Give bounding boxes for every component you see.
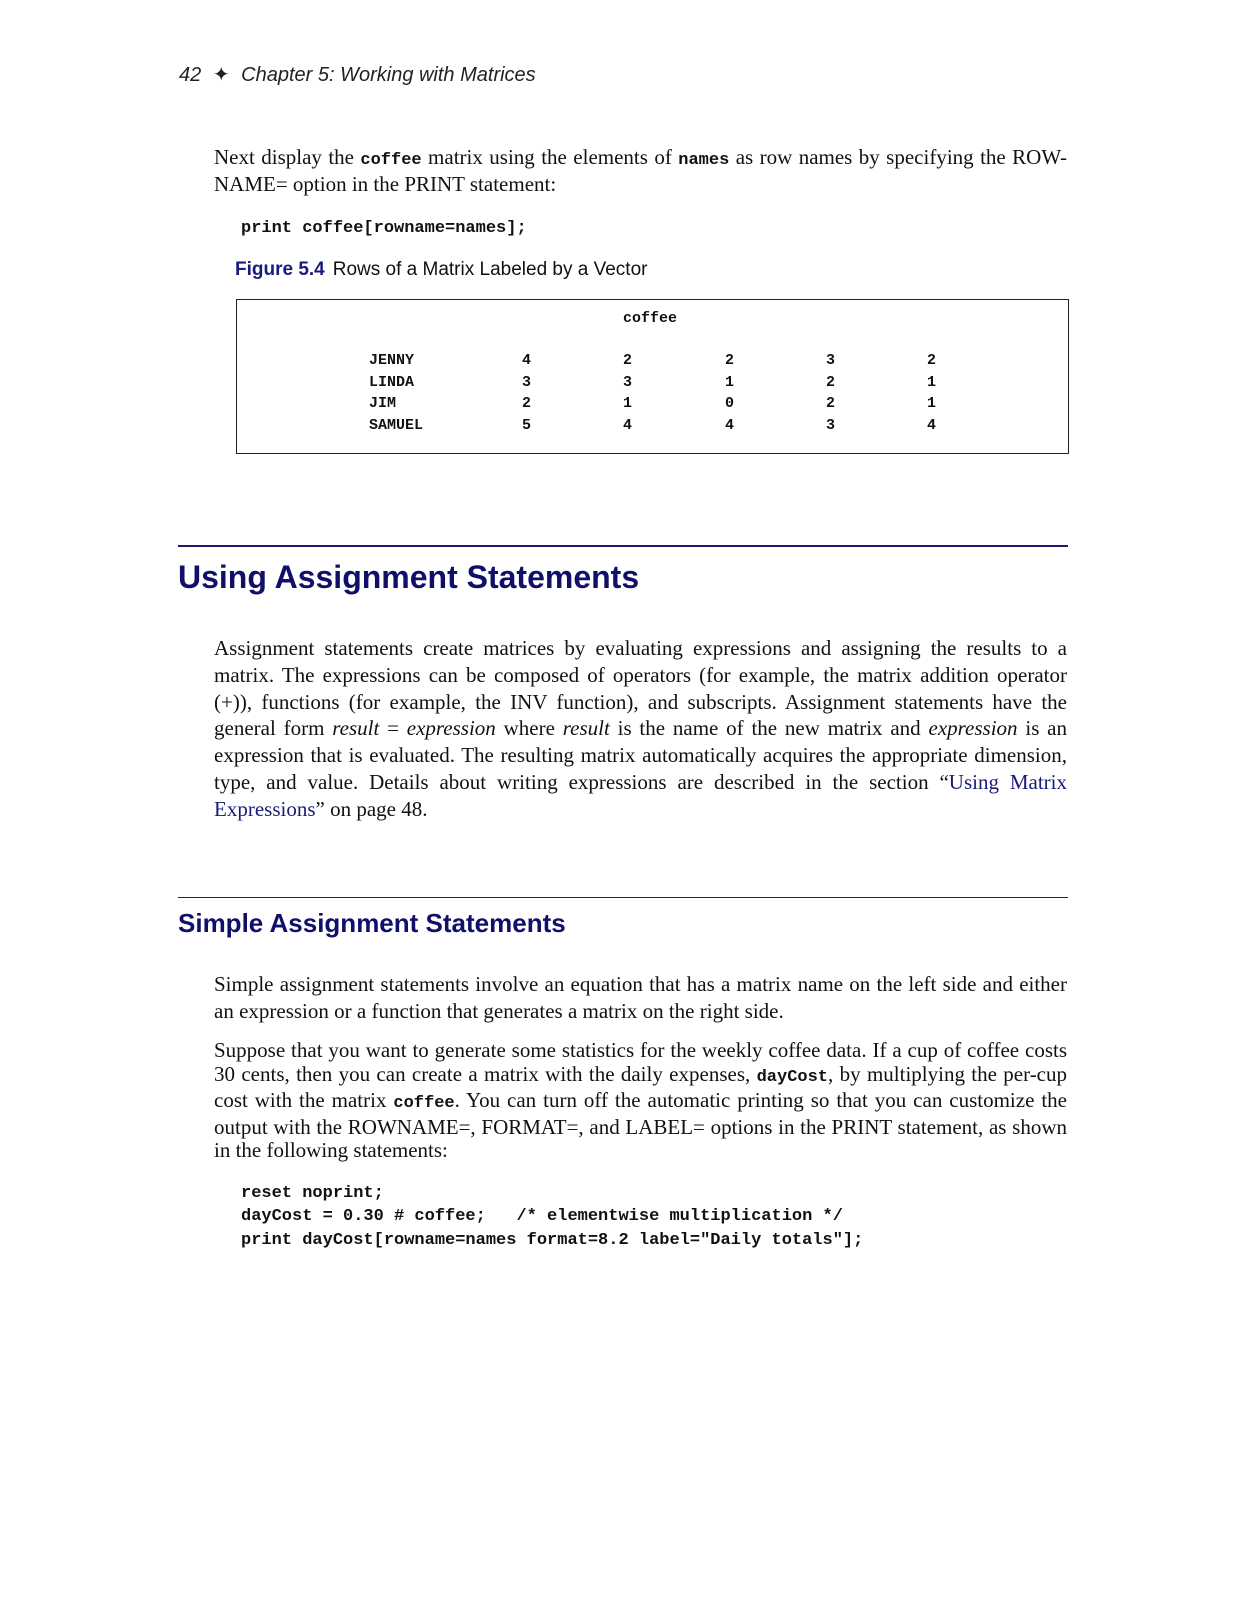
text-run: ” on page 48. xyxy=(315,796,428,821)
text-run: Assignment statements create matrices by evaluating expressions and assigning the results to a matrix. The expressions can be composed of operators (for example, the matrix addition operator (+)), functions (for example, the INV function), and subscripts. Assignment statements have the general form xyxy=(214,636,1067,741)
matrix-title: coffee xyxy=(623,310,678,327)
italic-run: result xyxy=(332,716,380,741)
subsection-paragraph-1: Simple assignment statements involve an equation that has a matrix name on the left side and either an expression or a function that generates a matrix on the right side. xyxy=(214,972,1067,1023)
matrix-cell: 3 xyxy=(826,352,836,369)
italic-run: expression xyxy=(928,716,1018,741)
italic-run: expression xyxy=(406,716,496,741)
matrix-cell: 3 xyxy=(623,374,633,391)
matrix-cell: 2 xyxy=(927,352,937,369)
figure-output-box xyxy=(236,299,1069,454)
matrix-cell: 4 xyxy=(522,352,532,369)
text-run: is an expression that is evaluated. The resulting matrix automatically acquires the appropriate dimension, type, and value. Details about writing expressions are described in the section “ xyxy=(214,716,1067,794)
matrix-cell: 3 xyxy=(522,374,532,391)
matrix-cell: 0 xyxy=(725,395,735,412)
running-head xyxy=(179,62,536,87)
matrix-cell: 1 xyxy=(725,374,735,391)
matrix-cell: 2 xyxy=(826,395,836,412)
inline-code: coffee xyxy=(393,1094,455,1113)
matrix-cell: 5 xyxy=(522,417,532,434)
subsection-title: Simple Assignment Statements xyxy=(178,908,566,938)
matrix-cell: 4 xyxy=(725,417,735,434)
subsection-rule xyxy=(178,897,1068,898)
intro-paragraph xyxy=(214,146,1067,196)
matrix-cell: 4 xyxy=(927,417,937,434)
matrix-cell: 2 xyxy=(725,352,735,369)
matrix-cell: 2 xyxy=(522,395,532,412)
code-line: print coffee[rowname=names]; xyxy=(241,219,527,238)
matrix-cell: 4 xyxy=(623,417,633,434)
section-title: Using Assignment Statements xyxy=(178,559,640,595)
matrix-cell: 2 xyxy=(623,352,633,369)
figure-caption xyxy=(235,259,647,281)
code-line: dayCost = 0.30 # coffee; /* elementwise multiplication */ xyxy=(241,1207,843,1226)
row-name: SAMUEL xyxy=(369,417,424,434)
text-run: . You can turn off the automatic printing so that you can customize the output with the ROWNAME=, FORMAT=, and LABEL= options in the PRINT statement, as shown in the following statements: xyxy=(214,1088,1067,1162)
section-paragraph xyxy=(214,635,1067,823)
text-run: where xyxy=(495,716,563,741)
text-run: Suppose that you want to generate some statistics for the weekly coffee data. If a cup of coffee costs 30 cents, then you can create a matrix with the daily expenses, xyxy=(214,1038,1067,1086)
inline-code: coffee xyxy=(360,151,422,170)
text-run: as row names by specifying the ROW-NAME= option in the PRINT statement: xyxy=(214,145,1067,196)
text-run: is the name of the new matrix and xyxy=(609,716,929,741)
matrix-cell: 2 xyxy=(826,374,836,391)
row-name: JIM xyxy=(369,395,397,412)
inline-code: dayCost xyxy=(756,1067,829,1087)
row-name: LINDA xyxy=(369,374,415,391)
page-number: 42 xyxy=(179,64,202,86)
matrix-cell: 1 xyxy=(927,395,937,412)
italic-run: result xyxy=(562,716,610,741)
matrix-cell: 1 xyxy=(927,374,937,391)
separator-icon: ✦ xyxy=(212,64,230,86)
code-line: reset noprint; xyxy=(241,1184,384,1203)
row-name: JENNY xyxy=(369,352,415,369)
cross-reference-link[interactable]: Using Matrix Expressions xyxy=(214,769,1067,821)
subsection-paragraph-2 xyxy=(214,1039,1067,1163)
figure-number: Figure 5.4 xyxy=(235,259,325,280)
text-run: matrix using the elements of xyxy=(421,145,679,169)
text-run: Next display the xyxy=(214,145,361,169)
text-run: = xyxy=(379,716,407,741)
matrix-cell: 3 xyxy=(826,417,836,434)
matrix-cell: 1 xyxy=(623,395,633,412)
code-line: print dayCost[rowname=names format=8.2 label="Daily totals"]; xyxy=(241,1231,864,1250)
chapter-title: Chapter 5: Working with Matrices xyxy=(241,64,536,86)
section-rule xyxy=(178,545,1068,547)
inline-code: names xyxy=(678,151,730,170)
text-run: , by multiplying the per-cup cost with the matrix xyxy=(214,1061,1068,1112)
figure-caption-text: Rows of a Matrix Labeled by a Vector xyxy=(332,259,648,280)
